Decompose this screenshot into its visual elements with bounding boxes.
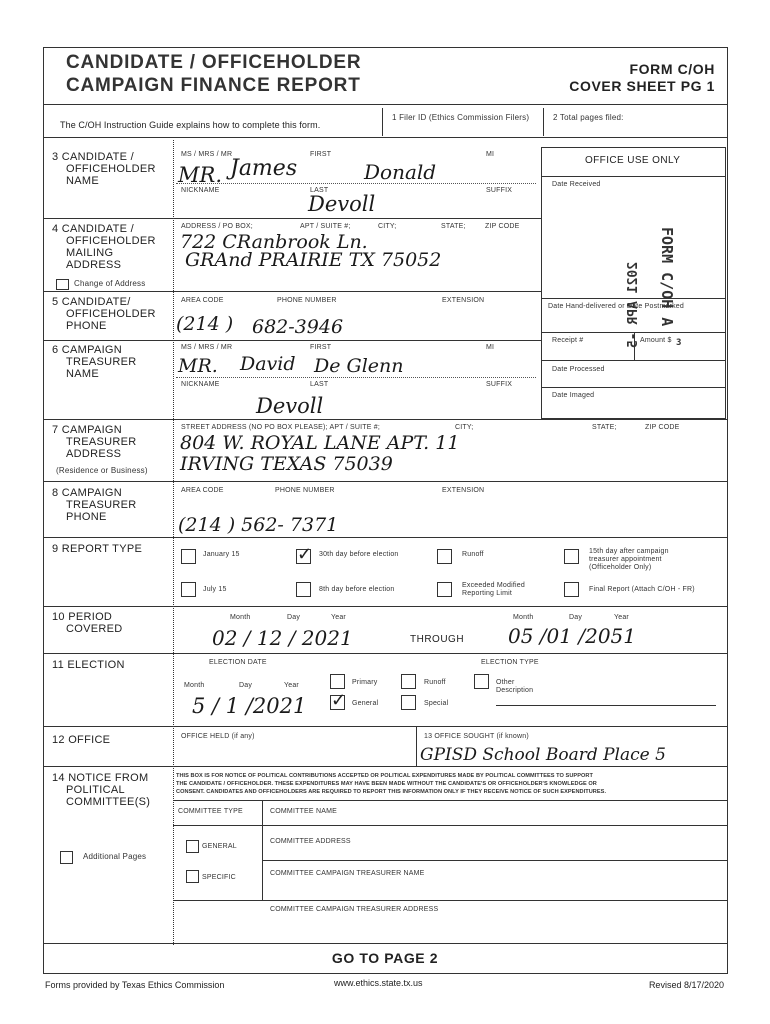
election-special-label: Special xyxy=(424,700,449,707)
candidate-last-label: LAST xyxy=(310,187,329,194)
committee-notice-text xyxy=(176,772,726,796)
office-use-rule xyxy=(541,176,725,177)
section-7-label-line: TREASURER xyxy=(66,436,137,448)
report-type-runoff-label: Runoff xyxy=(462,551,484,558)
street-address-label: STREET ADDRESS (NO PO BOX PLEASE); APT / SUITE #; xyxy=(181,424,380,431)
report-type-30th-day-label: 30th day before election xyxy=(319,551,399,558)
treasurer-last-value[interactable]: Devoll xyxy=(256,394,324,418)
residence-business-label: (Residence or Business) xyxy=(56,466,148,475)
apt-label: APT / SUITE #; xyxy=(300,223,351,230)
election-other-label xyxy=(496,679,533,695)
option-text-line: Reporting Limit xyxy=(462,590,513,597)
office-held-label: OFFICE HELD (if any) xyxy=(181,733,255,740)
section-14-label-line: 14 NOTICE FROM xyxy=(52,772,149,784)
cover-sheet-label: COVER SHEET PG 1 xyxy=(569,78,715,94)
period-to-value[interactable]: 05 /01 /2051 xyxy=(508,624,636,648)
candidate-last-value[interactable]: Devoll xyxy=(308,192,376,216)
section-4-label xyxy=(52,223,156,271)
report-type-30th-day-checkbox[interactable] xyxy=(296,549,311,564)
committee-type-label: COMMITTEE TYPE xyxy=(178,808,243,815)
section-14-label xyxy=(52,772,150,808)
section-rule xyxy=(43,218,541,219)
option-text-line: (Officeholder Only) xyxy=(589,564,652,571)
section-5-label-line: PHONE xyxy=(66,320,107,332)
total-pages-divider xyxy=(543,108,544,136)
section-12-label: 12 OFFICE xyxy=(52,734,111,746)
zip-label: ZIP CODE xyxy=(485,223,520,230)
provided-by-text: Forms provided by Texas Ethics Commission xyxy=(45,980,225,990)
treasurer-title-label: MS / MRS / MR xyxy=(181,344,233,351)
section-5-label xyxy=(52,296,156,332)
report-type-jan15-checkbox[interactable] xyxy=(181,549,196,564)
form-title-line2: CAMPAIGN FINANCE REPORT xyxy=(66,75,361,96)
go-to-page-2: GO TO PAGE 2 xyxy=(331,950,439,966)
section-3-label-line: 3 CANDIDATE / xyxy=(52,151,134,163)
election-year-label: Year xyxy=(284,682,299,689)
committee-treasurer-name-label: COMMITTEE CAMPAIGN TREASURER NAME xyxy=(270,870,425,877)
change-of-address-checkbox[interactable] xyxy=(56,279,69,290)
office-use-title: OFFICE USE ONLY xyxy=(585,155,681,166)
section-4-label-line: ADDRESS xyxy=(66,259,122,271)
treasurer-mi-value[interactable]: De Glenn xyxy=(314,355,404,377)
report-type-exceeded-limit-checkbox[interactable] xyxy=(437,582,452,597)
received-date-stamp: 2021 APR -5 xyxy=(626,262,641,349)
section-rule xyxy=(43,340,541,341)
section-rule xyxy=(43,419,727,420)
area-code-label: AREA CODE xyxy=(181,297,224,304)
form-id: FORM C/OH xyxy=(629,61,715,77)
candidate-first-label: FIRST xyxy=(310,151,332,158)
mailing-address-line2[interactable]: GRAnd PRAIRIE TX 75052 xyxy=(185,249,442,271)
top-border xyxy=(43,47,728,48)
option-text-line: 15th day after campaign xyxy=(589,548,669,555)
office-divider xyxy=(416,726,417,766)
treasurer-state-label: STATE; xyxy=(592,424,617,431)
candidate-area-code[interactable]: (214 ) xyxy=(176,313,234,335)
section-3-label xyxy=(52,151,156,187)
section-rule xyxy=(43,766,727,767)
election-special-checkbox[interactable] xyxy=(401,695,416,710)
additional-pages-label: Additional Pages xyxy=(83,852,147,861)
candidate-title-label: MS / MRS / MR xyxy=(181,151,233,158)
treasurer-suffix-label: SUFFIX xyxy=(486,381,513,388)
section-rule xyxy=(43,653,727,654)
treasurer-mi-label: MI xyxy=(486,344,495,351)
to-month-label: Month xyxy=(513,614,534,621)
section-7-label xyxy=(52,424,137,460)
section-10-label-line: 10 PERIOD xyxy=(52,611,113,623)
section-3-label-line: OFFICEHOLDER xyxy=(66,163,156,175)
report-type-jul15-label: July 15 xyxy=(203,586,227,593)
election-general-label: General xyxy=(352,700,379,707)
report-type-exceeded-limit-label xyxy=(462,582,525,598)
candidate-mi-value[interactable]: Donald xyxy=(364,160,437,184)
election-day-label: Day xyxy=(239,682,253,689)
city-label: CITY; xyxy=(378,223,397,230)
field-underline xyxy=(176,183,536,184)
report-type-final-label: Final Report (Attach C/OH - FR) xyxy=(589,586,695,593)
date-imaged-label: Date Imaged xyxy=(552,392,595,399)
committee-treasurer-address-label: COMMITTEE CAMPAIGN TREASURER ADDRESS xyxy=(270,906,439,913)
candidate-first-value[interactable]: James xyxy=(230,156,298,181)
election-primary-label: Primary xyxy=(352,679,378,686)
to-day-label: Day xyxy=(569,614,583,621)
mailing-address-line1[interactable]: 722 CRanbrook Ln. xyxy=(180,231,368,253)
committee-specific-checkbox[interactable] xyxy=(186,870,199,883)
treasurer-address-line2[interactable]: IRVING TEXAS 75039 xyxy=(180,453,393,475)
report-type-treasurer-appointment-checkbox[interactable] xyxy=(564,549,579,564)
header-rule xyxy=(43,104,728,105)
candidate-mi-label: MI xyxy=(486,151,495,158)
address-label: ADDRESS / PO BOX; xyxy=(181,223,253,230)
section-4-label-line: MAILING xyxy=(66,247,114,259)
section-rule xyxy=(43,291,541,292)
report-type-treasurer-appointment-label xyxy=(589,548,669,572)
section-6-label-line: 6 CAMPAIGN xyxy=(52,344,123,356)
footer-rule xyxy=(43,973,727,974)
committee-rule xyxy=(173,900,727,901)
election-general-checkbox[interactable] xyxy=(330,695,345,710)
election-primary-checkbox[interactable] xyxy=(330,674,345,689)
report-type-8th-day-label: 8th day before election xyxy=(319,586,395,593)
treasurer-nickname-label: NICKNAME xyxy=(181,381,220,388)
committee-address-label: COMMITTEE ADDRESS xyxy=(270,838,351,845)
candidate-suffix-label: SUFFIX xyxy=(486,187,513,194)
section-11-label: 11 ELECTION xyxy=(52,659,125,671)
form-title-line1: CANDIDATE / OFFICEHOLDER xyxy=(66,52,362,73)
treasurer-last-label: LAST xyxy=(310,381,329,388)
form-type-stamp: FORM C/OH A xyxy=(658,227,676,327)
section-10-label-line: COVERED xyxy=(66,623,123,635)
treasurer-zip-label: ZIP CODE xyxy=(645,424,680,431)
section-5-label-line: 5 CANDIDATE/ xyxy=(52,296,131,308)
receipt-label: Receipt # xyxy=(552,337,584,344)
option-text-line: Other xyxy=(496,679,515,686)
revised-date: Revised 8/17/2020 xyxy=(648,980,724,990)
section-14-label-line: COMMITTEE(S) xyxy=(66,796,151,808)
date-hand-delivered-label: Date Hand-delivered or Date Postmarked xyxy=(548,303,684,310)
section-10-label xyxy=(52,611,123,635)
field-underline xyxy=(176,377,536,378)
left-border xyxy=(43,47,44,974)
committee-rule xyxy=(262,860,727,861)
right-border xyxy=(727,47,728,974)
option-text-line: Exceeded Modified xyxy=(462,582,525,589)
section-rule xyxy=(43,606,727,607)
section-rule xyxy=(173,800,727,801)
instruction-text: The C/OH Instruction Guide explains how to complete this form. xyxy=(60,120,321,130)
section-rule xyxy=(43,481,727,482)
phone-number-label: PHONE NUMBER xyxy=(277,297,337,304)
election-date-label: ELECTION DATE xyxy=(209,659,267,666)
treasurer-address-line1[interactable]: 804 W. ROYAL LANE APT. 11 xyxy=(180,432,460,454)
candidate-title-value[interactable]: MR. xyxy=(178,163,222,187)
notice-text-line: THE CANDIDATE / OFFICEHOLDER. THESE EXPENDITURES MAY HAVE BEEN MADE WITHOUT THE CANDIDATE'S OR OFFICEHOLDER'S KNOWLEDGE OR xyxy=(176,781,597,787)
to-year-label: Year xyxy=(614,614,629,621)
row-rule xyxy=(43,137,728,138)
section-rule xyxy=(43,537,727,538)
treasurer-extension-label: EXTENSION xyxy=(442,487,485,494)
option-text-line: Description xyxy=(496,687,534,694)
section-6-label-line: TREASURER xyxy=(66,356,137,368)
section-7-label-line: 7 CAMPAIGN xyxy=(52,424,123,436)
office-use-rule xyxy=(541,387,725,388)
filer-id-divider xyxy=(382,108,383,136)
section-4-label-line: 4 CANDIDATE / xyxy=(52,223,134,235)
office-sought-label: 13 OFFICE SOUGHT (if known) xyxy=(424,733,529,740)
committee-general-checkbox[interactable] xyxy=(186,840,199,853)
treasurer-first-label: FIRST xyxy=(310,344,332,351)
section-7-label-line: ADDRESS xyxy=(66,448,122,460)
election-runoff-label: Runoff xyxy=(424,679,446,686)
committee-rule xyxy=(173,825,727,826)
report-type-final-checkbox[interactable] xyxy=(564,582,579,597)
section-8-label-line: PHONE xyxy=(66,511,107,523)
committee-name-label: COMMITTEE NAME xyxy=(270,808,337,815)
through-label: THROUGH xyxy=(410,634,465,645)
election-runoff-checkbox[interactable] xyxy=(401,674,416,689)
treasurer-area-code-label: AREA CODE xyxy=(181,487,224,494)
option-text-line: treasurer appointment xyxy=(589,556,662,563)
office-sought-value[interactable]: GPISD School Board Place 5 xyxy=(420,745,666,765)
additional-pages-checkbox[interactable] xyxy=(60,851,73,864)
section-5-label-line: OFFICEHOLDER xyxy=(66,308,156,320)
from-year-label: Year xyxy=(331,614,346,621)
period-from-value[interactable]: 02 / 12 / 2021 xyxy=(212,626,353,650)
extension-label: EXTENSION xyxy=(442,297,485,304)
from-day-label: Day xyxy=(287,614,301,621)
committee-general-label: GENERAL xyxy=(202,843,237,850)
report-type-jul15-checkbox[interactable] xyxy=(181,582,196,597)
from-month-label: Month xyxy=(230,614,251,621)
election-date-value[interactable]: 5 / 1 /2021 xyxy=(192,694,307,718)
committee-specific-label: SPECIFIC xyxy=(202,874,236,881)
report-type-jan15-label: January 15 xyxy=(203,551,240,558)
date-received-label: Date Received xyxy=(552,181,601,188)
section-rule xyxy=(43,726,727,727)
section-6-label-line: NAME xyxy=(66,368,99,380)
section-8-label-line: TREASURER xyxy=(66,499,137,511)
report-type-8th-day-checkbox[interactable] xyxy=(296,582,311,597)
change-of-address-label: Change of Address xyxy=(74,279,146,288)
section-9-label: 9 REPORT TYPE xyxy=(52,543,143,555)
election-type-label: ELECTION TYPE xyxy=(481,659,539,666)
committee-type-divider xyxy=(262,800,263,900)
state-label: STATE; xyxy=(441,223,466,230)
treasurer-phone-label: PHONE NUMBER xyxy=(275,487,335,494)
notice-text-line: THIS BOX IS FOR NOTICE OF POLITICAL CONTRIBUTIONS ACCEPTED OR POLITICAL EXPENDITURES MADE BY POLITICAL COMMITTEES TO SUPPORT xyxy=(176,773,593,779)
other-description-line xyxy=(496,705,716,706)
treasurer-first-value[interactable]: David xyxy=(240,353,296,375)
section-3-label-line: NAME xyxy=(66,175,99,187)
notice-text-line: CONSENT. CANDIDATES AND OFFICEHOLDERS ARE REQUIRED TO REPORT THIS INFORMATION ONLY IF THEY RECEIVE NOTICE OF SUCH EXPENDITURES. xyxy=(176,789,607,795)
section-8-label xyxy=(52,487,137,523)
treasurer-title-value[interactable]: MR. xyxy=(178,355,218,377)
section-14-label-line: POLITICAL xyxy=(66,784,125,796)
total-pages-label: 2 Total pages filed: xyxy=(553,113,624,122)
treasurer-city-label: CITY; xyxy=(455,424,474,431)
date-processed-label: Date Processed xyxy=(552,366,605,373)
amount-label: Amount $ xyxy=(640,337,672,344)
candidate-nickname-label: NICKNAME xyxy=(181,187,220,194)
section-6-label xyxy=(52,344,137,380)
office-use-rule xyxy=(541,360,725,361)
amount-stamp: 3 xyxy=(676,338,682,348)
report-type-runoff-checkbox[interactable] xyxy=(437,549,452,564)
filer-id-label: 1 Filer ID (Ethics Commission Filers) xyxy=(392,113,530,122)
ethics-url[interactable]: www.ethics.state.tx.us xyxy=(334,978,423,988)
section-8-label-line: 8 CAMPAIGN xyxy=(52,487,123,499)
election-month-label: Month xyxy=(184,682,205,689)
election-other-checkbox[interactable] xyxy=(474,674,489,689)
treasurer-phone-value[interactable]: (214 ) 562- 7371 xyxy=(178,514,339,536)
section-4-label-line: OFFICEHOLDER xyxy=(66,235,156,247)
candidate-phone-number[interactable]: 682-3946 xyxy=(252,316,344,338)
footer-rule xyxy=(43,943,727,944)
